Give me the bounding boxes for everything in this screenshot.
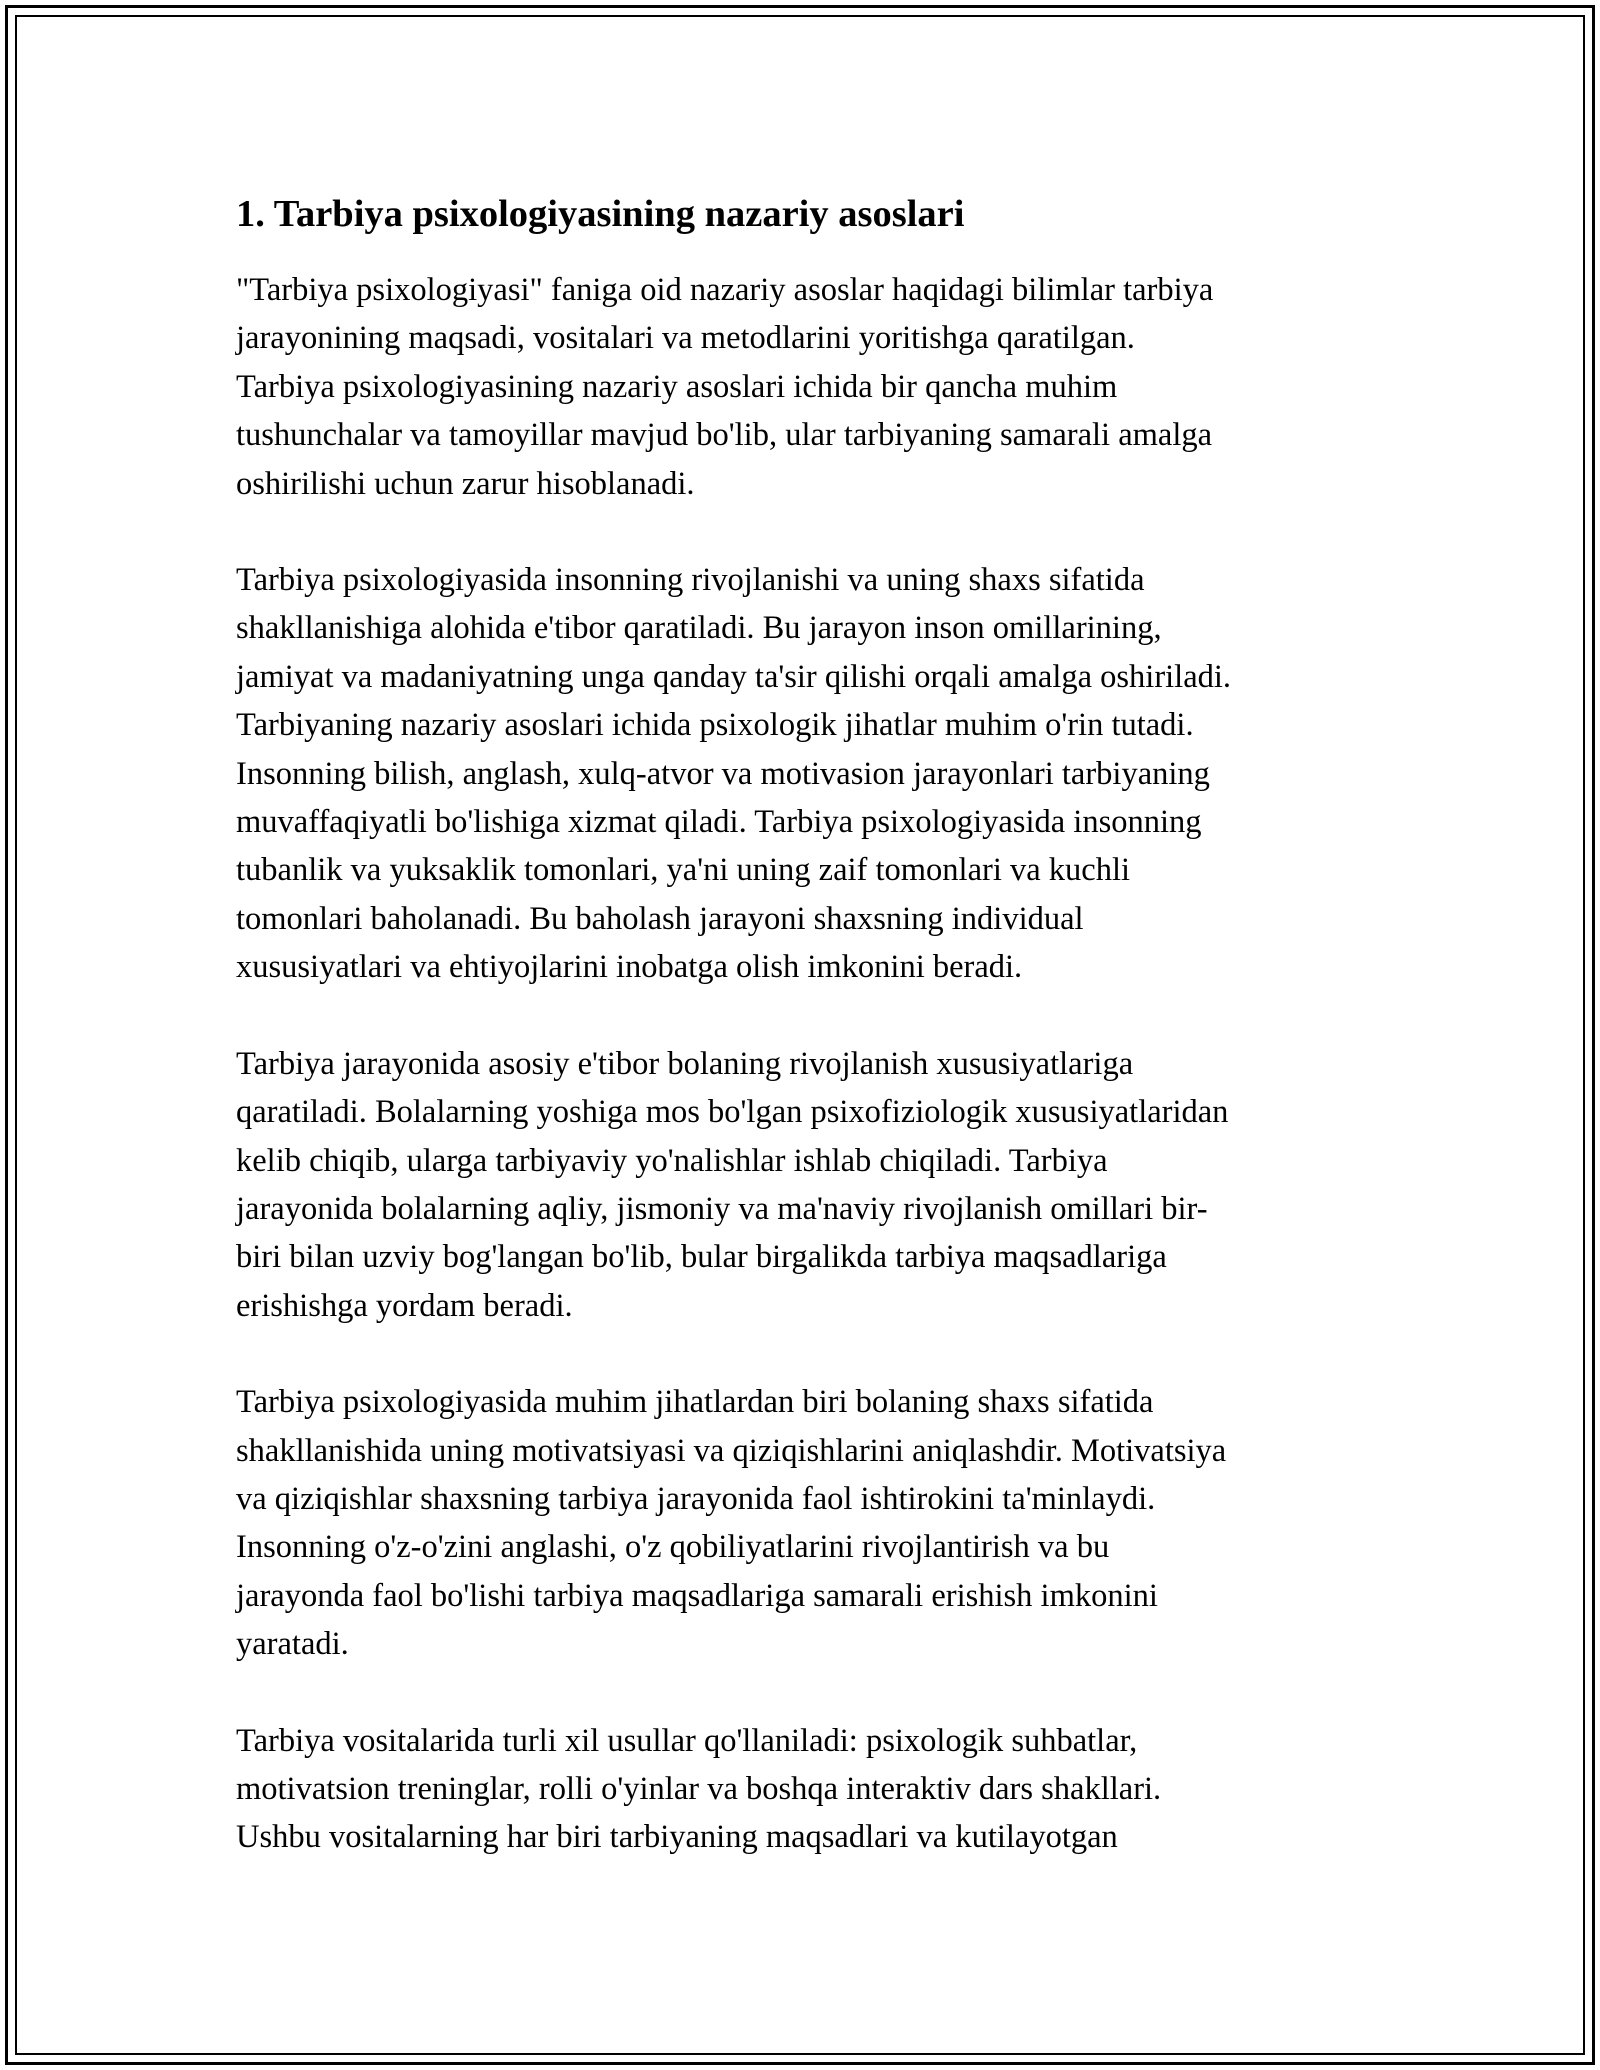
paragraph <box>236 1717 1366 1862</box>
paragraph-line: tushunchalar va tamoyillar mavjud bo'lib, ular tarbiyaning samarali amalga <box>236 417 1213 454</box>
paragraph-line: tubanlik va yuksaklik tomonlari, ya'ni uning zaif tomonlari va kuchli <box>236 852 1131 889</box>
paragraph-line: Ushbu vositalarning har biri tarbiyaning maqsadlari va kutilayotgan <box>236 1819 1118 1856</box>
paragraph <box>236 266 1366 508</box>
section-heading: 1. Tarbiya psixologiyasining nazariy asoslari <box>236 193 965 235</box>
paragraph-line: motivatsion treninglar, rolli o'yinlar va boshqa interaktiv dars shakllari. <box>236 1770 1162 1807</box>
paragraph-line: "Tarbiya psixologiyasi" faniga oid nazariy asoslar haqidagi bilimlar tarbiya <box>236 272 1214 308</box>
paragraph-line: Tarbiyaning nazariy asoslari ichida psixologik jihatlar muhim o'rin tutadi. <box>236 707 1194 744</box>
paragraph-line: tomonlari baholanadi. Bu baholash jarayoni shaxsning individual <box>236 900 1084 937</box>
paragraph-line: Insonning o'z-o'zini anglashi, o'z qobiliyatlarini rivojlantirish va bu <box>236 1529 1110 1566</box>
document-body <box>236 184 1366 1910</box>
paragraph-line: Tarbiya psixologiyasida muhim jihatlardan biri bolaning shaxs sifatida <box>236 1384 1154 1421</box>
paragraph-line: kelib chiqib, ularga tarbiyaviy yo'nalishlar ishlab chiqiladi. Tarbiya <box>236 1142 1108 1179</box>
paragraph-line: jarayonda faol bo'lishi tarbiya maqsadlariga samarali erishish imkonini <box>236 1577 1158 1614</box>
paragraph-line: muvaffaqiyatli bo'lishiga xizmat qiladi. Tarbiya psixologiyasida insonning <box>236 804 1202 841</box>
paragraph-line: Tarbiya psixologiyasining nazariy asoslari ichida bir qancha muhim <box>236 368 1118 405</box>
paragraph <box>236 1378 1366 1668</box>
paragraph-line: jarayonida bolalarning aqliy, jismoniy va ma'naviy rivojlanish omillari bir- <box>236 1190 1208 1227</box>
paragraph-line: biri bilan uzviy bog'langan bo'lib, bular birgalikda tarbiya maqsadlariga <box>236 1239 1167 1276</box>
paragraph-line: Tarbiya vositalarida turli xil usullar qo'llaniladi: psixologik suhbatlar, <box>236 1722 1138 1759</box>
paragraph-line: Insonning bilish, anglash, xulq-atvor va motivasion jarayonlari tarbiyaning <box>236 755 1210 792</box>
paragraph-line: yaratadi. <box>236 1626 349 1663</box>
paragraph-line: xususiyatlari va ehtiyojlarini inobatga olish imkonini beradi. <box>236 949 1023 986</box>
paragraph-line: jarayonining maqsadi, vositalari va metodlarini yoritishga qaratilgan. <box>236 320 1135 357</box>
paragraph-line: Tarbiya jarayonida asosiy e'tibor bolaning rivojlanish xususiyatlariga <box>236 1045 1134 1082</box>
paragraph-line: oshirilishi uchun zarur hisoblanadi. <box>236 465 695 502</box>
paragraph-line: shakllanishiga alohida e'tibor qaratiladi. Bu jarayon inson omillarining, <box>236 610 1162 647</box>
paragraph <box>236 1040 1366 1330</box>
paragraph-line: erishishga yordam beradi. <box>236 1287 573 1324</box>
paragraph-line: va qiziqishlar shaxsning tarbiya jarayonida faol ishtirokini ta'minlaydi. <box>236 1480 1156 1517</box>
paragraph <box>236 556 1366 992</box>
paragraph-list <box>236 266 1366 1862</box>
paragraph-line: qaratiladi. Bolalarning yoshiga mos bo'lgan psixofiziologik xususiyatlaridan <box>236 1094 1229 1131</box>
paragraph-line: shakllanishida uning motivatsiyasi va qiziqishlarini aniqlashdir. Motivatsiya <box>236 1432 1227 1469</box>
paragraph-line: jamiyat va madaniyatning unga qanday ta'sir qilishi orqali amalga oshiriladi. <box>236 658 1232 695</box>
paragraph-line: Tarbiya psixologiyasida insonning rivojlanishi va uning shaxs sifatida <box>236 562 1145 599</box>
